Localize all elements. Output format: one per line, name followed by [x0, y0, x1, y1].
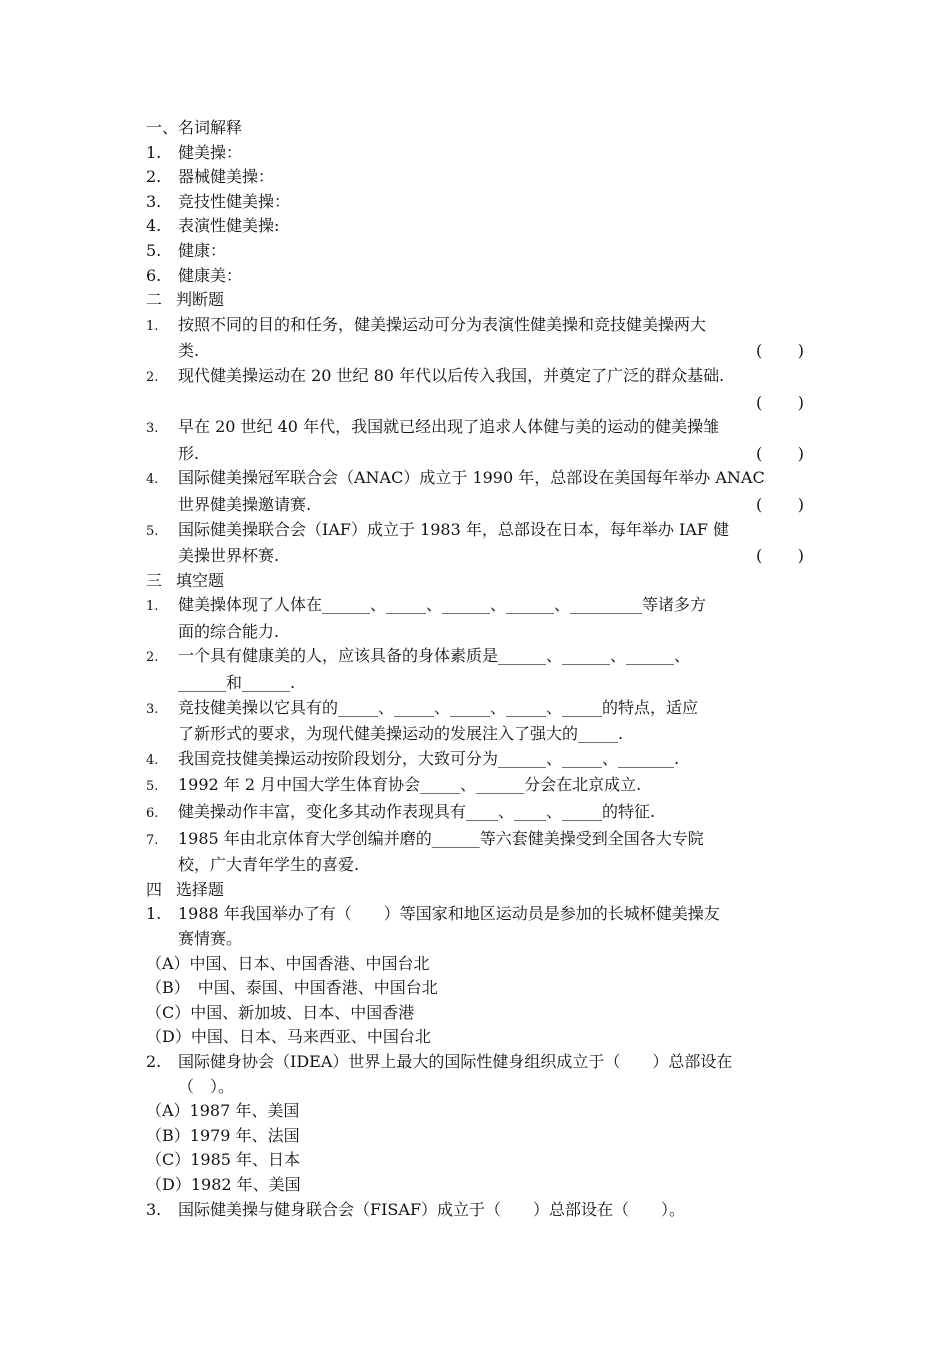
- list-item: [146, 593, 810, 620]
- answer-brackets: [756, 442, 804, 467]
- item-text: 美操世界杯赛.: [178, 546, 280, 566]
- option-text: （A）1987 年、美国: [146, 1101, 300, 1121]
- question: [146, 1198, 810, 1223]
- answer-brackets: [756, 493, 804, 518]
- question-number: 3.: [146, 1199, 162, 1219]
- list-item: [146, 800, 810, 827]
- question-number: 2.: [146, 1051, 162, 1071]
- item-text: 竞技性健美操：: [178, 191, 291, 211]
- answer-brackets: [756, 339, 804, 364]
- bracket-open: (: [756, 341, 763, 361]
- item-text: 1985 年由北京体育大学创编并磨的______等六套健美操受到全国各大专院: [178, 828, 704, 848]
- section-heading: 一、名词解释: [146, 118, 243, 137]
- bracket-open: (: [756, 392, 763, 412]
- question: [146, 1050, 810, 1075]
- question-text: 国际健美操与健身联合会（FISAF）成立于（ ）总部设在（ ）。: [178, 1199, 686, 1219]
- item-text: 按照不同的目的和任务，健美操运动可分为表演性健美操和竞技健美操两大: [178, 314, 707, 334]
- item-continuation: [146, 853, 810, 878]
- bracket-open: (: [756, 546, 763, 566]
- option-text: （D）1982 年、美国: [146, 1174, 301, 1194]
- option-b: [146, 976, 810, 1001]
- bracket-open: (: [756, 443, 763, 463]
- item-text: 竞技健美操以它具有的_____、_____、_____、_____、_____的特点，适应: [178, 697, 699, 717]
- question-number: 1.: [146, 904, 162, 924]
- item-number: 4.: [146, 752, 159, 768]
- item-number: 1.: [146, 142, 162, 162]
- section-heading: 选择题: [176, 879, 225, 899]
- list-item: [146, 313, 810, 340]
- item-continuation: [146, 620, 810, 645]
- section-heading: 判断题: [176, 290, 225, 310]
- item-continuation: [146, 442, 810, 467]
- document-page: [146, 116, 810, 1222]
- item-number: 2.: [146, 167, 162, 187]
- option-text: （A）中国、日本、中国香港、中国台北: [146, 953, 430, 973]
- option-text: （C）中国、新加坡、日本、中国香港: [146, 1002, 415, 1022]
- list-item: [146, 827, 810, 854]
- section-heading: 填空题: [176, 570, 225, 590]
- list-item: [146, 190, 810, 215]
- option-a: [146, 952, 810, 977]
- answer-brackets: [756, 544, 804, 569]
- option-b: [146, 1124, 810, 1149]
- item-text: 面的综合能力.: [178, 621, 280, 641]
- list-item: [146, 364, 810, 391]
- item-continuation: [146, 391, 810, 416]
- list-item: [146, 644, 810, 671]
- option-text: （C）1985 年、日本: [146, 1150, 301, 1170]
- item-text: 器械健美操：: [178, 167, 275, 187]
- item-text: 早在 20 世纪 40 年代，我国就已经出现了追求人体健与美的运动的健美操雏: [178, 417, 720, 437]
- item-text: 类.: [178, 341, 200, 361]
- item-text: 国际健美操联合会（IAF）成立于 1983 年，总部设在日本，每年举办 IAF 健: [178, 519, 730, 539]
- item-continuation: [146, 722, 810, 747]
- option-text: （B） 中国、泰国、中国香港、中国台北: [146, 978, 438, 998]
- question-text: 1988 年我国举办了有（ ）等国家和地区运动员是参加的长城杯健美操友: [178, 904, 720, 924]
- list-item: [146, 773, 810, 800]
- list-item: [146, 696, 810, 723]
- section-title-4: [146, 878, 810, 903]
- item-text: 健康美：: [178, 265, 243, 285]
- item-number: 1.: [146, 318, 159, 334]
- option-text: （D）中国、日本、马来西亚、中国台北: [146, 1027, 431, 1047]
- bracket-close: ): [797, 546, 804, 566]
- item-number: 5.: [146, 240, 162, 260]
- item-text: 1992 年 2 月中国大学生体育协会_____、______分会在北京成立.: [178, 775, 642, 795]
- section-title-3: [146, 569, 810, 594]
- list-item: [146, 264, 810, 289]
- item-text: ______和______.: [178, 673, 296, 693]
- list-item: [146, 165, 810, 190]
- option-d: [146, 1025, 810, 1050]
- question-text: 赛情赛。: [178, 929, 243, 948]
- bracket-open: (: [756, 494, 763, 514]
- item-text: 现代健美操运动在 20 世纪 80 年代以后传入我国，并奠定了广泛的群众基础.: [178, 365, 725, 385]
- item-text: 世界健美操邀请赛.: [178, 494, 312, 514]
- item-number: 6.: [146, 806, 159, 822]
- item-number: 7.: [146, 832, 159, 848]
- list-item: [146, 415, 810, 442]
- item-number: 5.: [146, 523, 159, 539]
- list-item: [146, 466, 810, 493]
- section-number: 二: [146, 290, 163, 310]
- item-text: 健美操：: [178, 142, 243, 162]
- question-continuation: [146, 927, 810, 952]
- question-text: 国际健身协会（IDEA）世界上最大的国际性健身组织成立于（ ）总部设在: [178, 1051, 733, 1071]
- item-number: 1.: [146, 599, 159, 615]
- list-item: [146, 214, 810, 239]
- answer-brackets: [756, 391, 804, 416]
- bracket-close: ): [797, 392, 804, 412]
- question-text: （ ）。: [178, 1076, 235, 1096]
- item-text: 形.: [178, 443, 200, 463]
- item-number: 5.: [146, 779, 159, 795]
- item-number: 3.: [146, 191, 162, 211]
- list-item: [146, 518, 810, 545]
- option-c: [146, 1148, 810, 1173]
- item-number: 3.: [146, 701, 159, 717]
- bracket-close: ): [797, 494, 804, 514]
- item-number: 2.: [146, 369, 159, 385]
- item-text: 一个具有健康美的人，应该具备的身体素质是______、______、______、: [178, 646, 691, 666]
- question-continuation: [146, 1075, 810, 1100]
- section-title-1: [146, 116, 810, 141]
- question: [146, 902, 810, 927]
- section-number: 四: [146, 879, 163, 899]
- list-item: [146, 141, 810, 166]
- item-text: 健美操动作丰富，变化多其动作表现具有____、____、_____的特征.: [178, 802, 656, 822]
- item-text: 健康：: [178, 240, 227, 260]
- item-continuation: [146, 544, 810, 569]
- section-number: 三: [146, 570, 163, 590]
- list-item: [146, 239, 810, 264]
- option-a: [146, 1099, 810, 1124]
- item-continuation: [146, 339, 810, 364]
- item-text: 健美操体现了人体在______、_____、______、______、_________等诸多方: [178, 595, 707, 615]
- section-title-2: [146, 288, 810, 313]
- item-number: 4.: [146, 216, 162, 236]
- item-number: 2.: [146, 650, 159, 666]
- bracket-close: ): [797, 341, 804, 361]
- item-number: 6.: [146, 265, 162, 285]
- item-text: 表演性健美操:: [178, 216, 280, 236]
- option-d: [146, 1173, 810, 1198]
- bracket-close: ): [797, 443, 804, 463]
- item-text: 国际健美操冠军联合会（ANAC）成立于 1990 年，总部设在美国每年举办 ANAC: [178, 468, 765, 488]
- item-text: 了新形式的要求，为现代健美操运动的发展注入了强大的_____.: [178, 724, 624, 744]
- option-text: （B）1979 年、法国: [146, 1125, 300, 1145]
- item-text: 我国竞技健美操运动按阶段划分，大致可分为______、_____、_______.: [178, 748, 680, 768]
- item-number: 3.: [146, 421, 159, 437]
- item-number: 4.: [146, 472, 159, 488]
- list-item: [146, 747, 810, 774]
- item-continuation: [146, 493, 810, 518]
- option-c: [146, 1001, 810, 1026]
- item-continuation: [146, 671, 810, 696]
- item-text: 校，广大青年学生的喜爱.: [178, 855, 360, 875]
